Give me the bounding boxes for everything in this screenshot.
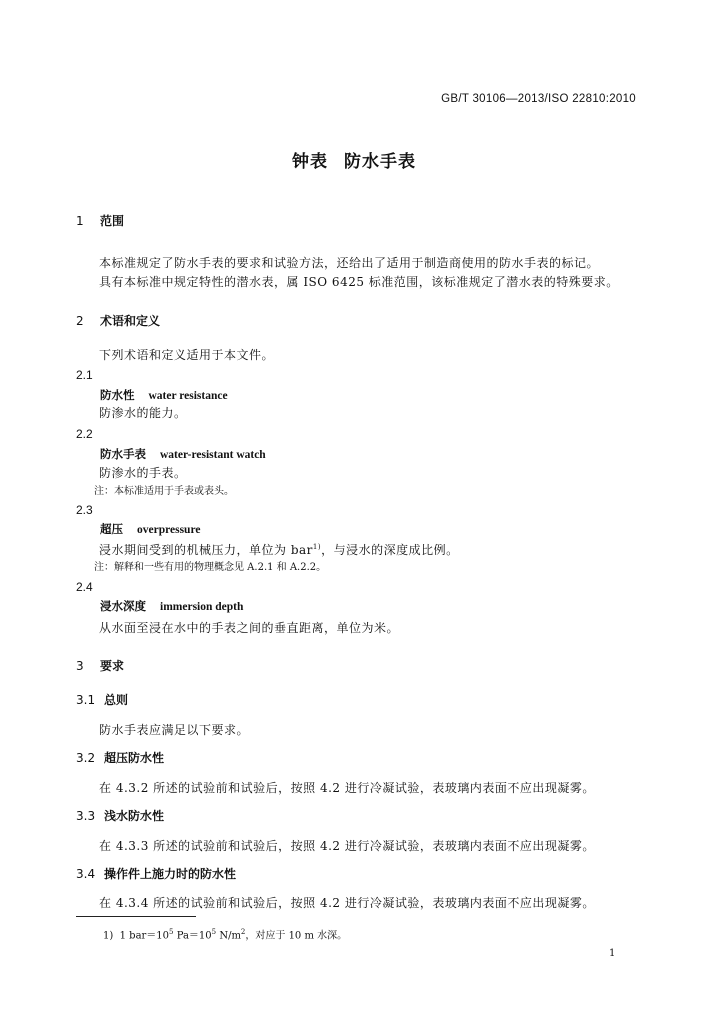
term-title: 浸水深度 immersion depth [100, 599, 244, 613]
term-definition: 浸水期间受到的机械压力，单位为 bar$^{1)}$，与浸水的深度成比例。 [99, 543, 459, 557]
term-definition: 从水面至浸在水中的手表之间的垂直距离，单位为米。 [99, 621, 400, 635]
term-title: 防水手表 water-resistant watch [100, 447, 266, 461]
page-title [0, 154, 708, 171]
section-heading-3: 3 要求 [76, 659, 125, 673]
term-number: 2.3 [76, 503, 93, 517]
term-definition: 防渗水的手表。 [99, 466, 187, 480]
term-title: 超压 overpressure [100, 522, 201, 536]
standard-code-header: GB/T 30106—2013/ISO 22810:2010 [441, 93, 636, 105]
paragraph: 防水手表应满足以下要求。 [99, 723, 250, 737]
subsection-heading: 3.1 总则 [76, 693, 129, 707]
subsection-heading: 3.2 超压防水性 [76, 751, 165, 765]
paragraph: 在 4.3.4 所述的试验前和试验后，按照 4.2 进行冷凝试验，表玻璃内表面不应出现凝雾。 [99, 896, 595, 910]
paragraph: 在 4.3.2 所述的试验前和试验后，按照 4.2 进行冷凝试验，表玻璃内表面不应出现凝雾。 [99, 781, 595, 795]
subsection-heading: 3.4 操作件上施力时的防水性 [76, 867, 237, 881]
note: 注：本标准适用于手表或表头。 [94, 486, 234, 497]
paragraph: 下列术语和定义适用于本文件。 [99, 348, 275, 362]
paragraph: 在 4.3.3 所述的试验前和试验后，按照 4.2 进行冷凝试验，表玻璃内表面不应出现凝雾。 [99, 839, 595, 853]
term-definition: 防渗水的能力。 [99, 406, 187, 420]
title-part-2: 防水手表 [344, 152, 416, 172]
term-number: 2.1 [76, 368, 93, 382]
title-part-1: 钟表 [292, 152, 328, 172]
subsection-heading: 3.3 浅水防水性 [76, 809, 165, 823]
footnote-reference: 1) [312, 543, 322, 551]
term-number: 2.2 [76, 427, 93, 441]
paragraph: 具有本标准中规定特性的潜水表，属 ISO 6425 标准范围，该标准规定了潜水表的特殊要求。 [99, 275, 619, 289]
footnote-divider [76, 916, 196, 917]
footnote: 1) 1 $bar=10^5$ $Pa=10^5$ $N/m^2$，对应于 10 m 水深。 [103, 928, 348, 942]
paragraph: 本标准规定了防水手表的要求和试验方法，还给出了适用于制造商使用的防水手表的标记。 [99, 256, 600, 270]
section-heading-1: 1 范围 [76, 214, 125, 228]
term-number: 2.4 [76, 580, 93, 594]
note: 注：解释和一些有用的物理概念见 A.2.1 和 A.2.2。 [94, 562, 327, 573]
section-heading-2: 2 术语和定义 [76, 314, 161, 328]
term-title: 防水性 water resistance [100, 388, 228, 402]
page-number: 1 [609, 948, 616, 959]
